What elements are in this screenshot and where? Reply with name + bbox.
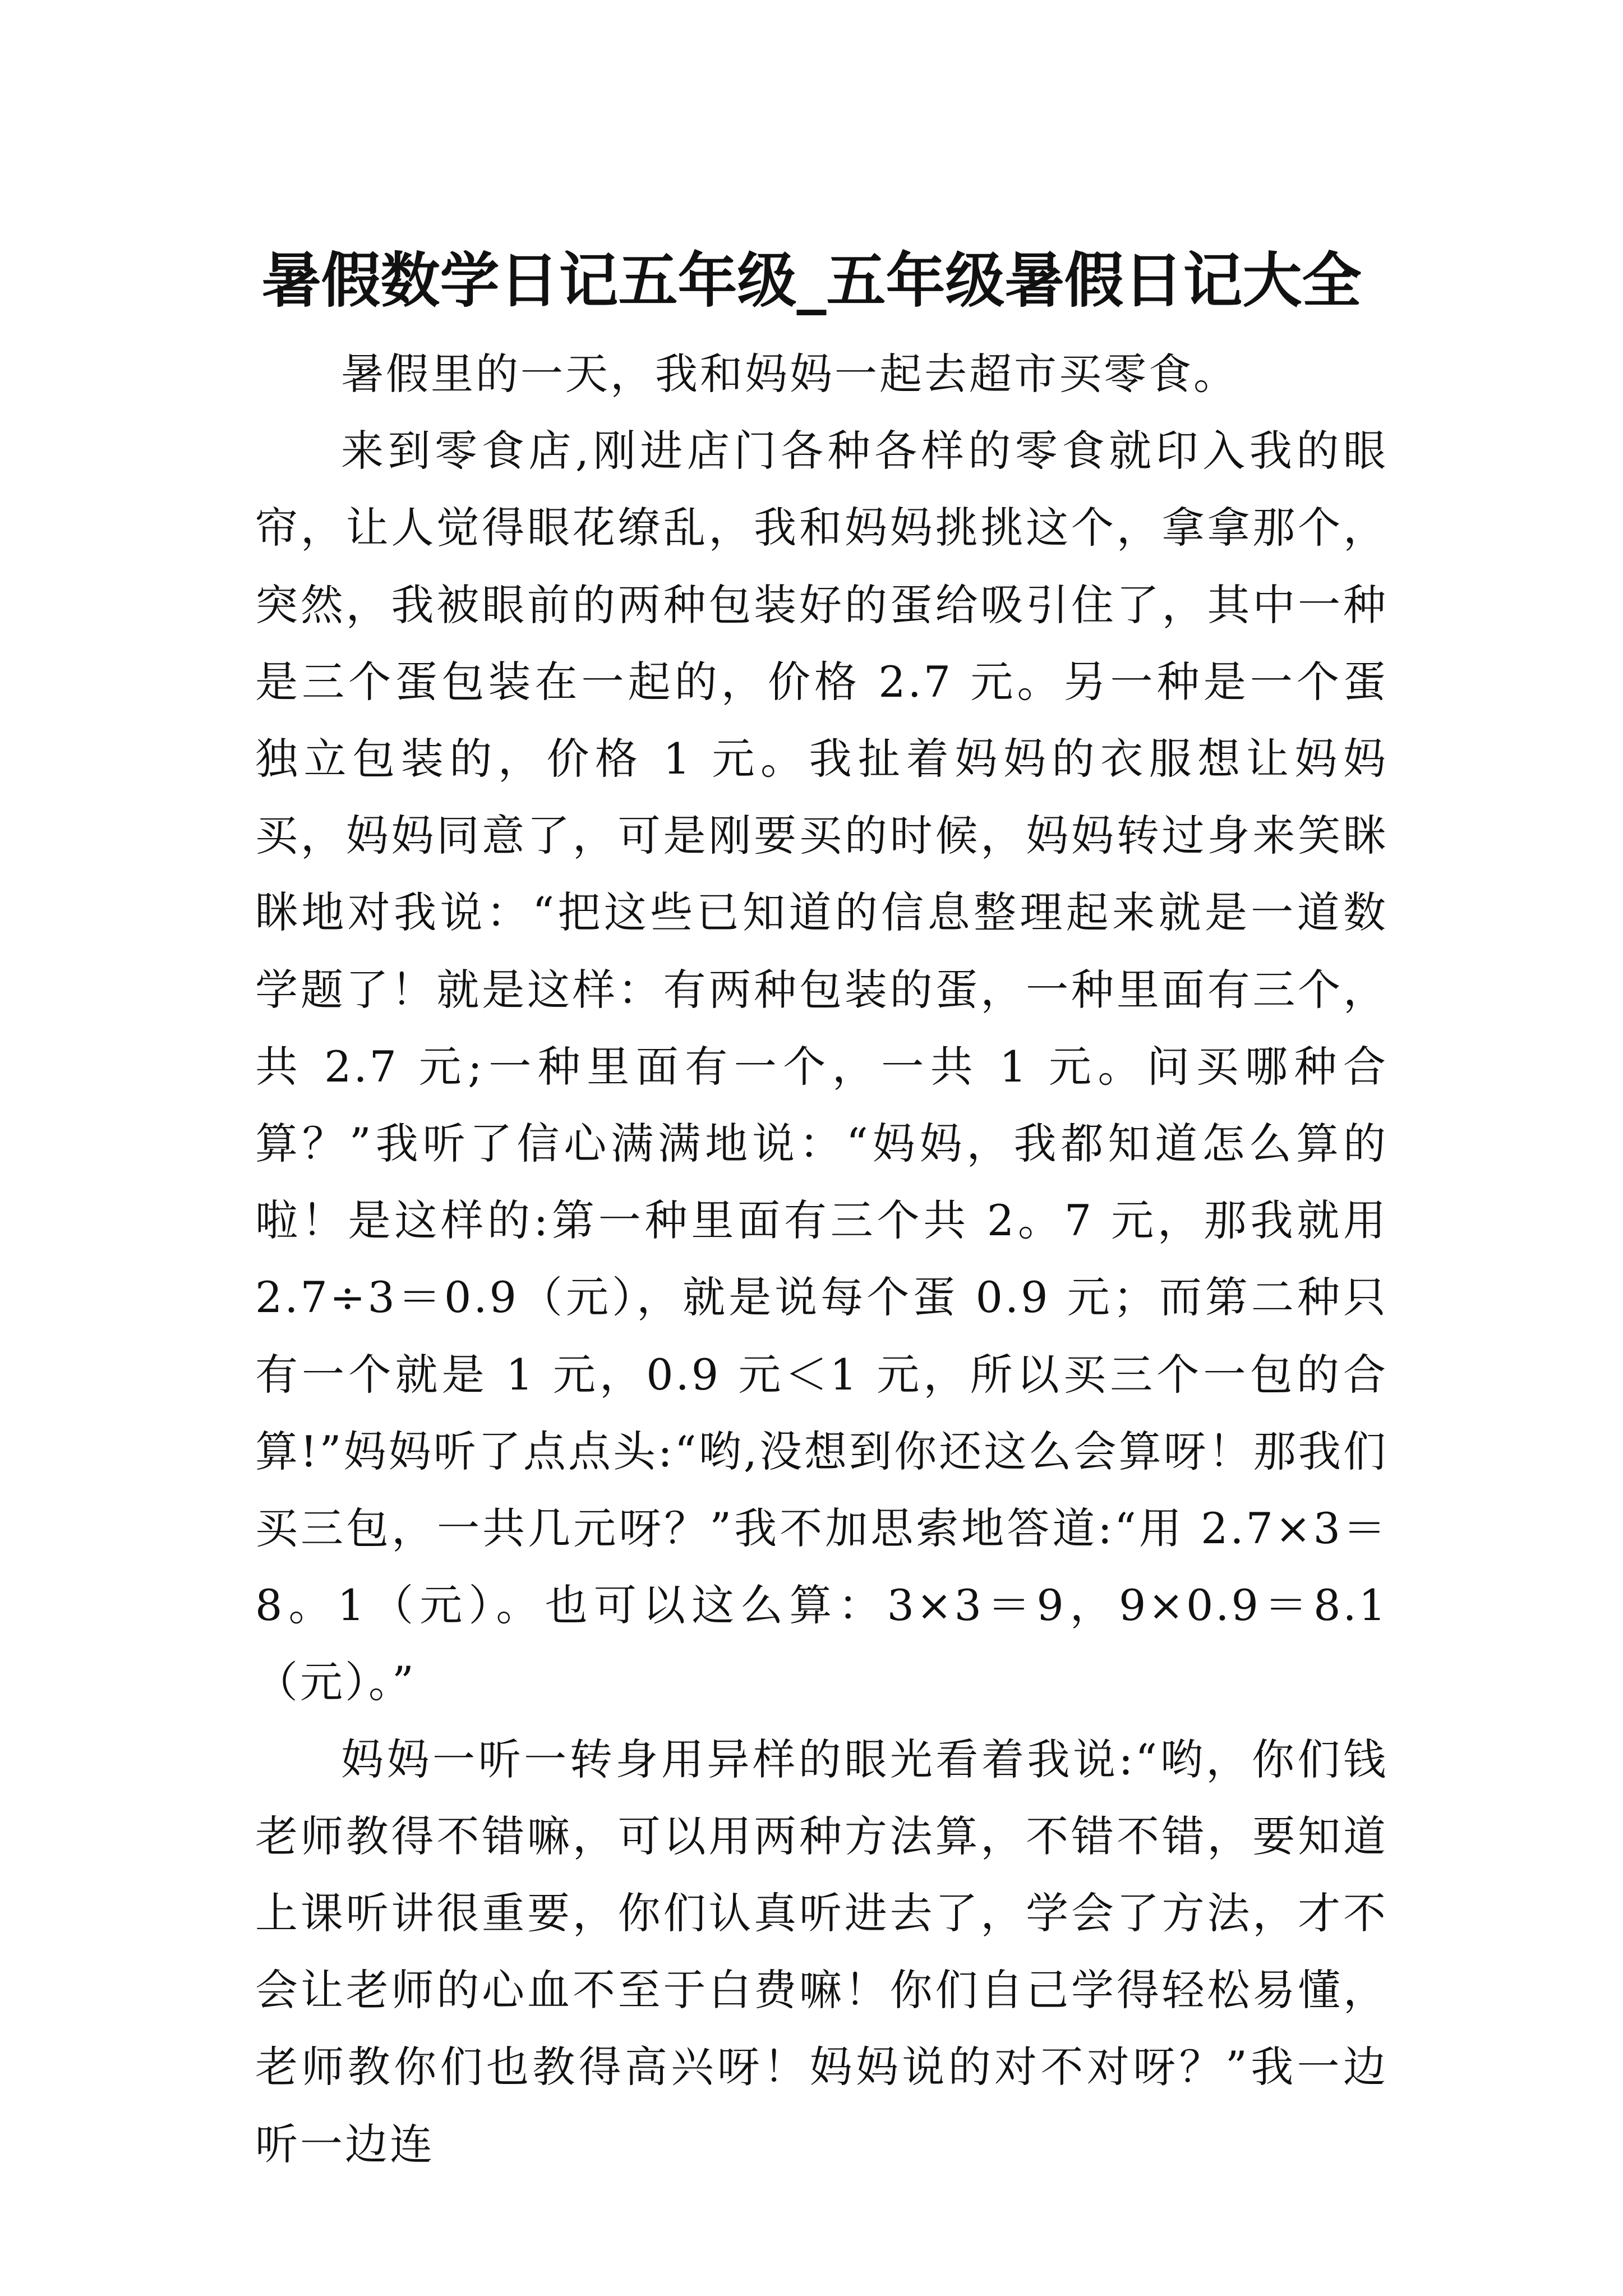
paragraph-mom-reply: 妈妈一听一转身用异样的眼光看着我说:“哟，你们钱老师教得不错嘛，可以用两种方法算，不错不错，要知道上课听讲很重要，你们认真听进去了，学会了方法，才不会让老师的心血不至于白费嘛！你们自己学得轻松易懂，老师教你们也教得高兴呀！妈妈说的对不对呀？”我一边听一边连 <box>255 1734 1388 2169</box>
paragraph-snack-store: 来到零食店,刚进店门各种各样的零食就印入我的眼帘，让人觉得眼花缭乱，我和妈妈挑挑这个，拿拿那个，突然，我被眼前的两种包装好的蛋给吸引住了，其中一种是三个蛋包装在一起的，价格 2.7 元。另一种是一个蛋独立包装的，价格 1 元。我扯着妈妈的衣服想让妈妈买，妈妈同意了，可是刚要买的时候，妈妈转过身来笑眯眯地对我说：“把这些已知道的信息整理起来就是一道数学题了！就是这样：有两种包装的蛋，一种里面有三个，共 2.7 元;一种里面有一个，一共 1 元。问买哪种合算？”我听了信心满满地说：“妈妈，我都知道怎么算的啦！是这样的:第一种里面有三个共 2。7 元，那我就用 2.7÷3＝0.9（元），就是说每个蛋 0.9 元；而第二种只有一个就是 1 元，0.9 元＜1 元，所以买三个一包的合算!”妈妈听了点点头:“哟,没想到你还这么会算呀！那我们买三包，一共几元呀？”我不加思索地答道:“用 2.7×3＝8。1（元）。也可以这么算：3×3＝9，9×0.9＝8.1（元）。” <box>255 426 1388 1708</box>
paragraph-intro: 暑假里的一天，我和妈妈一起去超市买零食。 <box>341 349 1238 399</box>
document-body <box>255 335 1388 2183</box>
document-title: 暑假数学日记五年级_五年级暑假日记大全 <box>261 246 1362 316</box>
